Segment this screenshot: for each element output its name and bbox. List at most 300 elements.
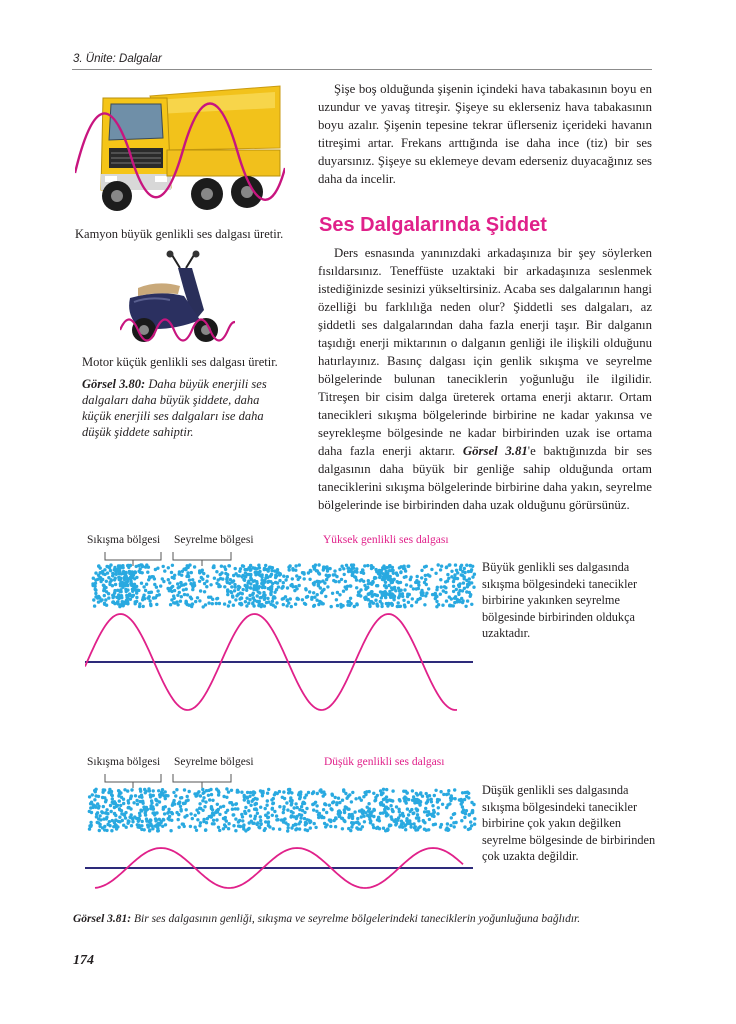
particle (247, 566, 250, 569)
particle (355, 570, 358, 573)
particle (382, 788, 385, 791)
particle (263, 596, 266, 599)
particle (276, 581, 279, 584)
particle (267, 788, 270, 791)
particle (223, 585, 226, 588)
particle (202, 605, 205, 608)
particle (374, 599, 377, 602)
low-compression-label: Sıkışma bölgesi (87, 756, 161, 768)
particle (259, 819, 262, 822)
particle (305, 596, 308, 599)
particle (370, 593, 373, 596)
particle (473, 817, 476, 820)
particle (199, 589, 202, 592)
particle (415, 798, 418, 801)
particle (385, 795, 388, 798)
particle (294, 603, 297, 606)
particle (136, 823, 139, 826)
particle (127, 820, 130, 823)
particle (377, 816, 380, 819)
particle (291, 568, 294, 571)
particle (420, 576, 423, 579)
particle (320, 816, 323, 819)
particle (207, 596, 210, 599)
particle (177, 826, 180, 829)
particle (431, 593, 434, 596)
particle (286, 586, 289, 589)
particle (119, 603, 122, 606)
particle (435, 588, 438, 591)
particle (245, 604, 248, 607)
particle (231, 595, 234, 598)
particle (249, 804, 252, 807)
particle (368, 790, 371, 793)
particle (309, 826, 312, 829)
particle (222, 805, 225, 808)
particle (195, 829, 198, 832)
particle (205, 580, 208, 583)
particle (219, 573, 222, 576)
particle (344, 792, 347, 795)
particle (144, 813, 147, 816)
particle (467, 796, 470, 799)
particle (325, 811, 328, 814)
particle (383, 809, 386, 812)
particle (227, 604, 230, 607)
particle (439, 790, 442, 793)
particle (247, 801, 250, 804)
particle (452, 604, 455, 607)
particle (226, 588, 229, 591)
particle (190, 597, 193, 600)
particle (115, 573, 118, 576)
particle (345, 564, 348, 567)
particle (194, 826, 197, 829)
particle (223, 823, 226, 826)
particle (194, 600, 197, 603)
particle (290, 802, 293, 805)
particle (351, 791, 354, 794)
particle (349, 584, 352, 587)
particle (140, 824, 143, 827)
particle (244, 806, 247, 809)
particle (441, 604, 444, 607)
particle (411, 597, 414, 600)
particle (252, 793, 255, 796)
particle (254, 807, 257, 810)
particle (424, 807, 427, 810)
particle (430, 798, 433, 801)
particle (140, 828, 143, 831)
particle (132, 594, 135, 597)
particle (291, 577, 294, 580)
particle (178, 572, 181, 575)
particle (468, 813, 471, 816)
particle (183, 593, 186, 596)
particle (193, 581, 196, 584)
particle (430, 568, 433, 571)
particle (450, 597, 453, 600)
particle (224, 572, 227, 575)
particle (215, 570, 218, 573)
particle (470, 603, 473, 606)
particle (266, 799, 269, 802)
particle (194, 814, 197, 817)
particle (179, 581, 182, 584)
particle (384, 572, 387, 575)
particle (253, 585, 256, 588)
particle (267, 821, 270, 824)
particle (252, 822, 255, 825)
particle (322, 588, 325, 591)
particle (293, 589, 296, 592)
particle (119, 791, 122, 794)
particle (243, 568, 246, 571)
particle (154, 568, 157, 571)
particle (227, 790, 230, 793)
particle (439, 568, 442, 571)
particle (350, 825, 353, 828)
particle (458, 585, 461, 588)
particle (290, 605, 293, 608)
particle (127, 801, 130, 804)
particle (316, 792, 319, 795)
particle (224, 811, 227, 814)
particle (399, 570, 402, 573)
truck-illustration (75, 78, 285, 223)
particle (337, 810, 340, 813)
particle (362, 795, 365, 798)
particle (445, 806, 448, 809)
particle (341, 827, 344, 830)
particle (264, 827, 267, 830)
particle (276, 568, 279, 571)
particle (225, 787, 228, 790)
particle (464, 605, 467, 608)
particle (430, 813, 433, 816)
particle (135, 576, 138, 579)
particle (312, 605, 315, 608)
particle (317, 816, 320, 819)
particle (463, 577, 466, 580)
particle (464, 812, 467, 815)
particle (472, 803, 475, 806)
particle (191, 585, 194, 588)
particle (142, 605, 145, 608)
particle (325, 565, 328, 568)
particle (397, 605, 400, 608)
particle (417, 819, 420, 822)
particle (185, 808, 188, 811)
particle (309, 569, 312, 572)
particle (230, 585, 233, 588)
particle (196, 818, 199, 821)
particle (229, 590, 232, 593)
particle (439, 593, 442, 596)
particle (89, 821, 92, 824)
particle (409, 578, 412, 581)
particle (158, 800, 161, 803)
particle (424, 578, 427, 581)
particle (263, 568, 266, 571)
particle (208, 798, 211, 801)
particle (350, 570, 353, 573)
particle (146, 596, 149, 599)
particle (218, 813, 221, 816)
particle (312, 802, 315, 805)
particle (306, 829, 309, 832)
particle (97, 595, 100, 598)
particle (129, 582, 132, 585)
particle (241, 564, 244, 567)
particle (275, 818, 278, 821)
particle (376, 604, 379, 607)
high-particle-band (85, 562, 477, 612)
particle (106, 571, 109, 574)
particle (210, 793, 213, 796)
particle (203, 805, 206, 808)
particle (167, 566, 170, 569)
high-wave-note: Büyük genlikli ses dalgasında sıkışma bölgesindeki tanecikler birbirine yakınken seyrelme bölgesinde birbirinden oldukça uzaktadır. (482, 560, 638, 640)
particle (295, 817, 298, 820)
particle (472, 586, 475, 589)
particle (313, 596, 316, 599)
particle (101, 791, 104, 794)
particle (144, 589, 147, 592)
particle (121, 566, 124, 569)
particle (437, 563, 440, 566)
particle (384, 584, 387, 587)
particle (193, 565, 196, 568)
particle (446, 573, 449, 576)
particle (259, 596, 262, 599)
particle (453, 825, 456, 828)
fig380-text: Daha büyük enerjili ses dalgaları daha büyük şiddete, daha küçük enerjili ses dalgaları ise daha düşük şiddete sahiptir. (82, 377, 267, 439)
particle (121, 819, 124, 822)
particle (232, 813, 235, 816)
particle (471, 575, 474, 578)
particle (178, 591, 181, 594)
particle (456, 598, 459, 601)
particle (230, 789, 233, 792)
particle (446, 822, 449, 825)
particle (280, 586, 283, 589)
particle (185, 601, 188, 604)
particle (161, 788, 164, 791)
particle (110, 829, 113, 832)
particle (330, 808, 333, 811)
particle (104, 811, 107, 814)
particle (179, 796, 182, 799)
particle (166, 811, 169, 814)
particle (412, 795, 415, 798)
particle (298, 584, 301, 587)
particle (135, 799, 138, 802)
particle (337, 797, 340, 800)
particle (109, 804, 112, 807)
particle (205, 585, 208, 588)
particle (107, 596, 110, 599)
particle (286, 808, 289, 811)
particle (203, 582, 206, 585)
particle (465, 809, 468, 812)
particle (203, 590, 206, 593)
particle (167, 578, 170, 581)
particle (207, 794, 210, 797)
particle (454, 563, 457, 566)
particle (117, 593, 120, 596)
particle (201, 799, 204, 802)
particle (308, 590, 311, 593)
particle (142, 585, 145, 588)
particle (322, 808, 325, 811)
particle (186, 571, 189, 574)
high-compression-label: Sıkışma bölgesi (87, 534, 161, 546)
particle (88, 827, 91, 830)
particle (88, 795, 91, 798)
particle (323, 802, 326, 805)
particle (187, 575, 190, 578)
particle (234, 817, 237, 820)
particle (376, 594, 379, 597)
particle (245, 589, 248, 592)
particle (434, 823, 437, 826)
particle (148, 591, 151, 594)
particle (390, 592, 393, 595)
particle (153, 813, 156, 816)
particle (316, 580, 319, 583)
particle (232, 824, 235, 827)
particle (453, 601, 456, 604)
particle (363, 596, 366, 599)
particle (254, 797, 257, 800)
particle (126, 584, 129, 587)
particle (277, 585, 280, 588)
particle (113, 602, 116, 605)
particle (168, 581, 171, 584)
particle (122, 802, 125, 805)
particle (247, 580, 250, 583)
particle (447, 789, 450, 792)
particle (322, 794, 325, 797)
particle (132, 572, 135, 575)
low-wave-graph (85, 840, 477, 890)
particle (436, 798, 439, 801)
particle (212, 822, 215, 825)
particle (235, 802, 238, 805)
particle (286, 575, 289, 578)
particle (191, 817, 194, 820)
particle (172, 601, 175, 604)
particle (168, 815, 171, 818)
particle (170, 571, 173, 574)
particle (116, 804, 119, 807)
high-rarefaction-label: Seyrelme bölgesi (174, 534, 254, 546)
particle (156, 589, 159, 592)
particle (128, 572, 131, 575)
particle (304, 823, 307, 826)
particle (367, 802, 370, 805)
particle (422, 820, 425, 823)
particle (405, 583, 408, 586)
particle (154, 819, 157, 822)
particle (452, 590, 455, 593)
particle (124, 816, 127, 819)
particle (243, 579, 246, 582)
particle (461, 589, 464, 592)
particle (265, 804, 268, 807)
particle (148, 599, 151, 602)
particle (428, 818, 431, 821)
particle (450, 816, 453, 819)
particle (212, 819, 215, 822)
particle (330, 793, 333, 796)
particle (222, 817, 225, 820)
particle (351, 817, 354, 820)
particle (253, 803, 256, 806)
particle (160, 820, 163, 823)
particle (381, 594, 384, 597)
particle (329, 825, 332, 828)
particle (269, 566, 272, 569)
particle (469, 593, 472, 596)
particle (289, 815, 292, 818)
particle (252, 596, 255, 599)
unit-header: 3. Ünite: Dalgalar (73, 53, 162, 65)
particle (315, 599, 318, 602)
particle (113, 800, 116, 803)
particle (465, 564, 468, 567)
particle (299, 820, 302, 823)
particle (128, 816, 131, 819)
particle (234, 829, 237, 832)
particle (258, 591, 261, 594)
particle (303, 796, 306, 799)
particle (227, 827, 230, 830)
particle (89, 806, 92, 809)
particle (336, 604, 339, 607)
particle (338, 815, 341, 818)
particle (317, 583, 320, 586)
particle (103, 568, 106, 571)
particle (351, 574, 354, 577)
particle (210, 806, 213, 809)
particle (392, 598, 395, 601)
particle (270, 590, 273, 593)
particle (326, 569, 329, 572)
particle (93, 604, 96, 607)
particle (407, 813, 410, 816)
particle (97, 795, 100, 798)
particle (323, 822, 326, 825)
particle (266, 575, 269, 578)
particle (202, 796, 205, 799)
particle (343, 811, 346, 814)
particle (270, 569, 273, 572)
particle (356, 821, 359, 824)
particle (114, 583, 117, 586)
particle (461, 805, 464, 808)
particle (263, 586, 266, 589)
particle (193, 792, 196, 795)
scooter-caption: Motor küçük genlikli ses dalgası üretir. (82, 355, 278, 369)
particle (134, 794, 137, 797)
particle (261, 582, 264, 585)
particle (223, 602, 226, 605)
particle (334, 580, 337, 583)
particle (296, 597, 299, 600)
particle (152, 596, 155, 599)
